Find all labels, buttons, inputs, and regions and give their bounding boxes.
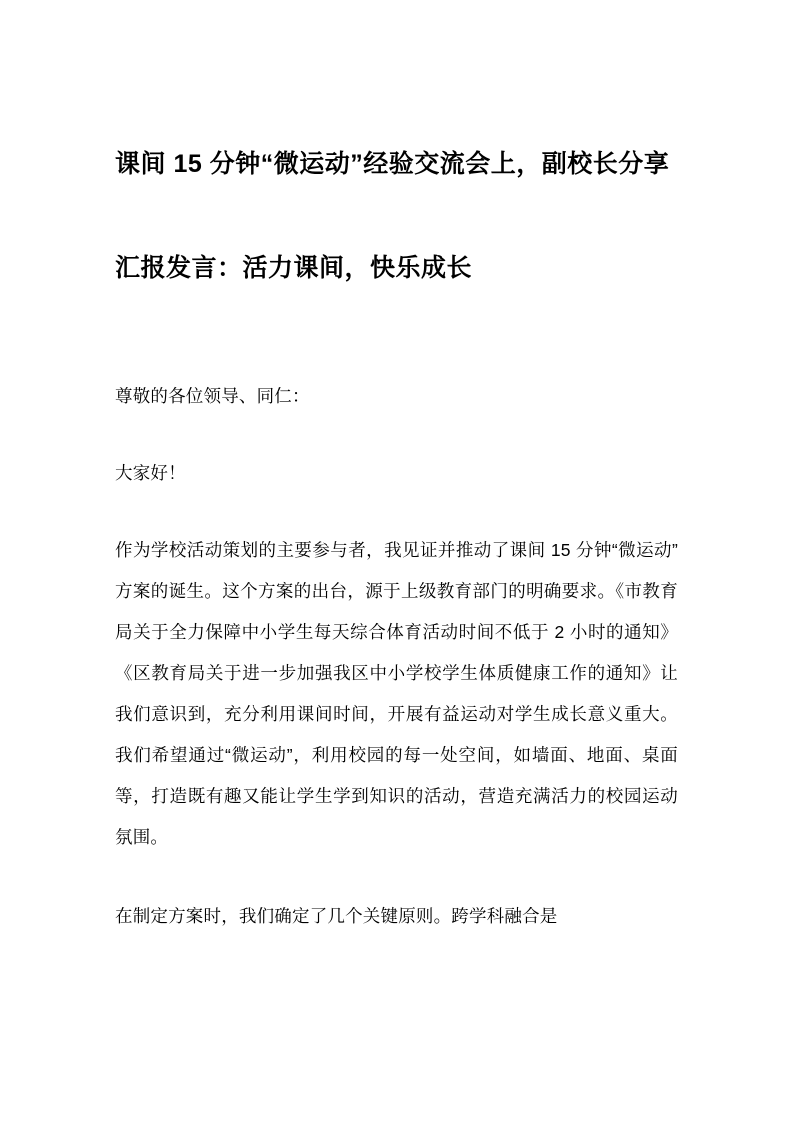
paragraph-background: 作为学校活动策划的主要参与者，我见证并推动了课间 15 分钟“微运动”方案的诞生。这个方案的出台，源于上级教育部门的明确要求。《市教育局关于全力保障中小学生每天综合体育活动时间不低于 2 小时的通知》《区教育局关于进一步加强我区中小学校学生体质健康工作的通知》让我们意识到，充分利用课间时间，开展有益运动对学生成长意义重大。我们希望通过“微运动”，利用校园的每一处空间，如墙面、地面、桌面等，打造既有趣又能让学生学到知识的活动，营造充满活力的校园运动氛围。 bbox=[115, 540, 678, 847]
paragraph-greeting: 大家好！ bbox=[115, 463, 186, 483]
page-title: 课间 15 分钟“微运动”经验交流会上，副校长分享汇报发言：活力课间，快乐成长 bbox=[115, 150, 670, 282]
paragraph-principles: 在制定方案时，我们确定了几个关键原则。跨学科融合是 bbox=[115, 906, 558, 926]
paragraph-salutation: 尊敬的各位领导、同仁： bbox=[115, 386, 310, 406]
document-body bbox=[115, 376, 678, 937]
